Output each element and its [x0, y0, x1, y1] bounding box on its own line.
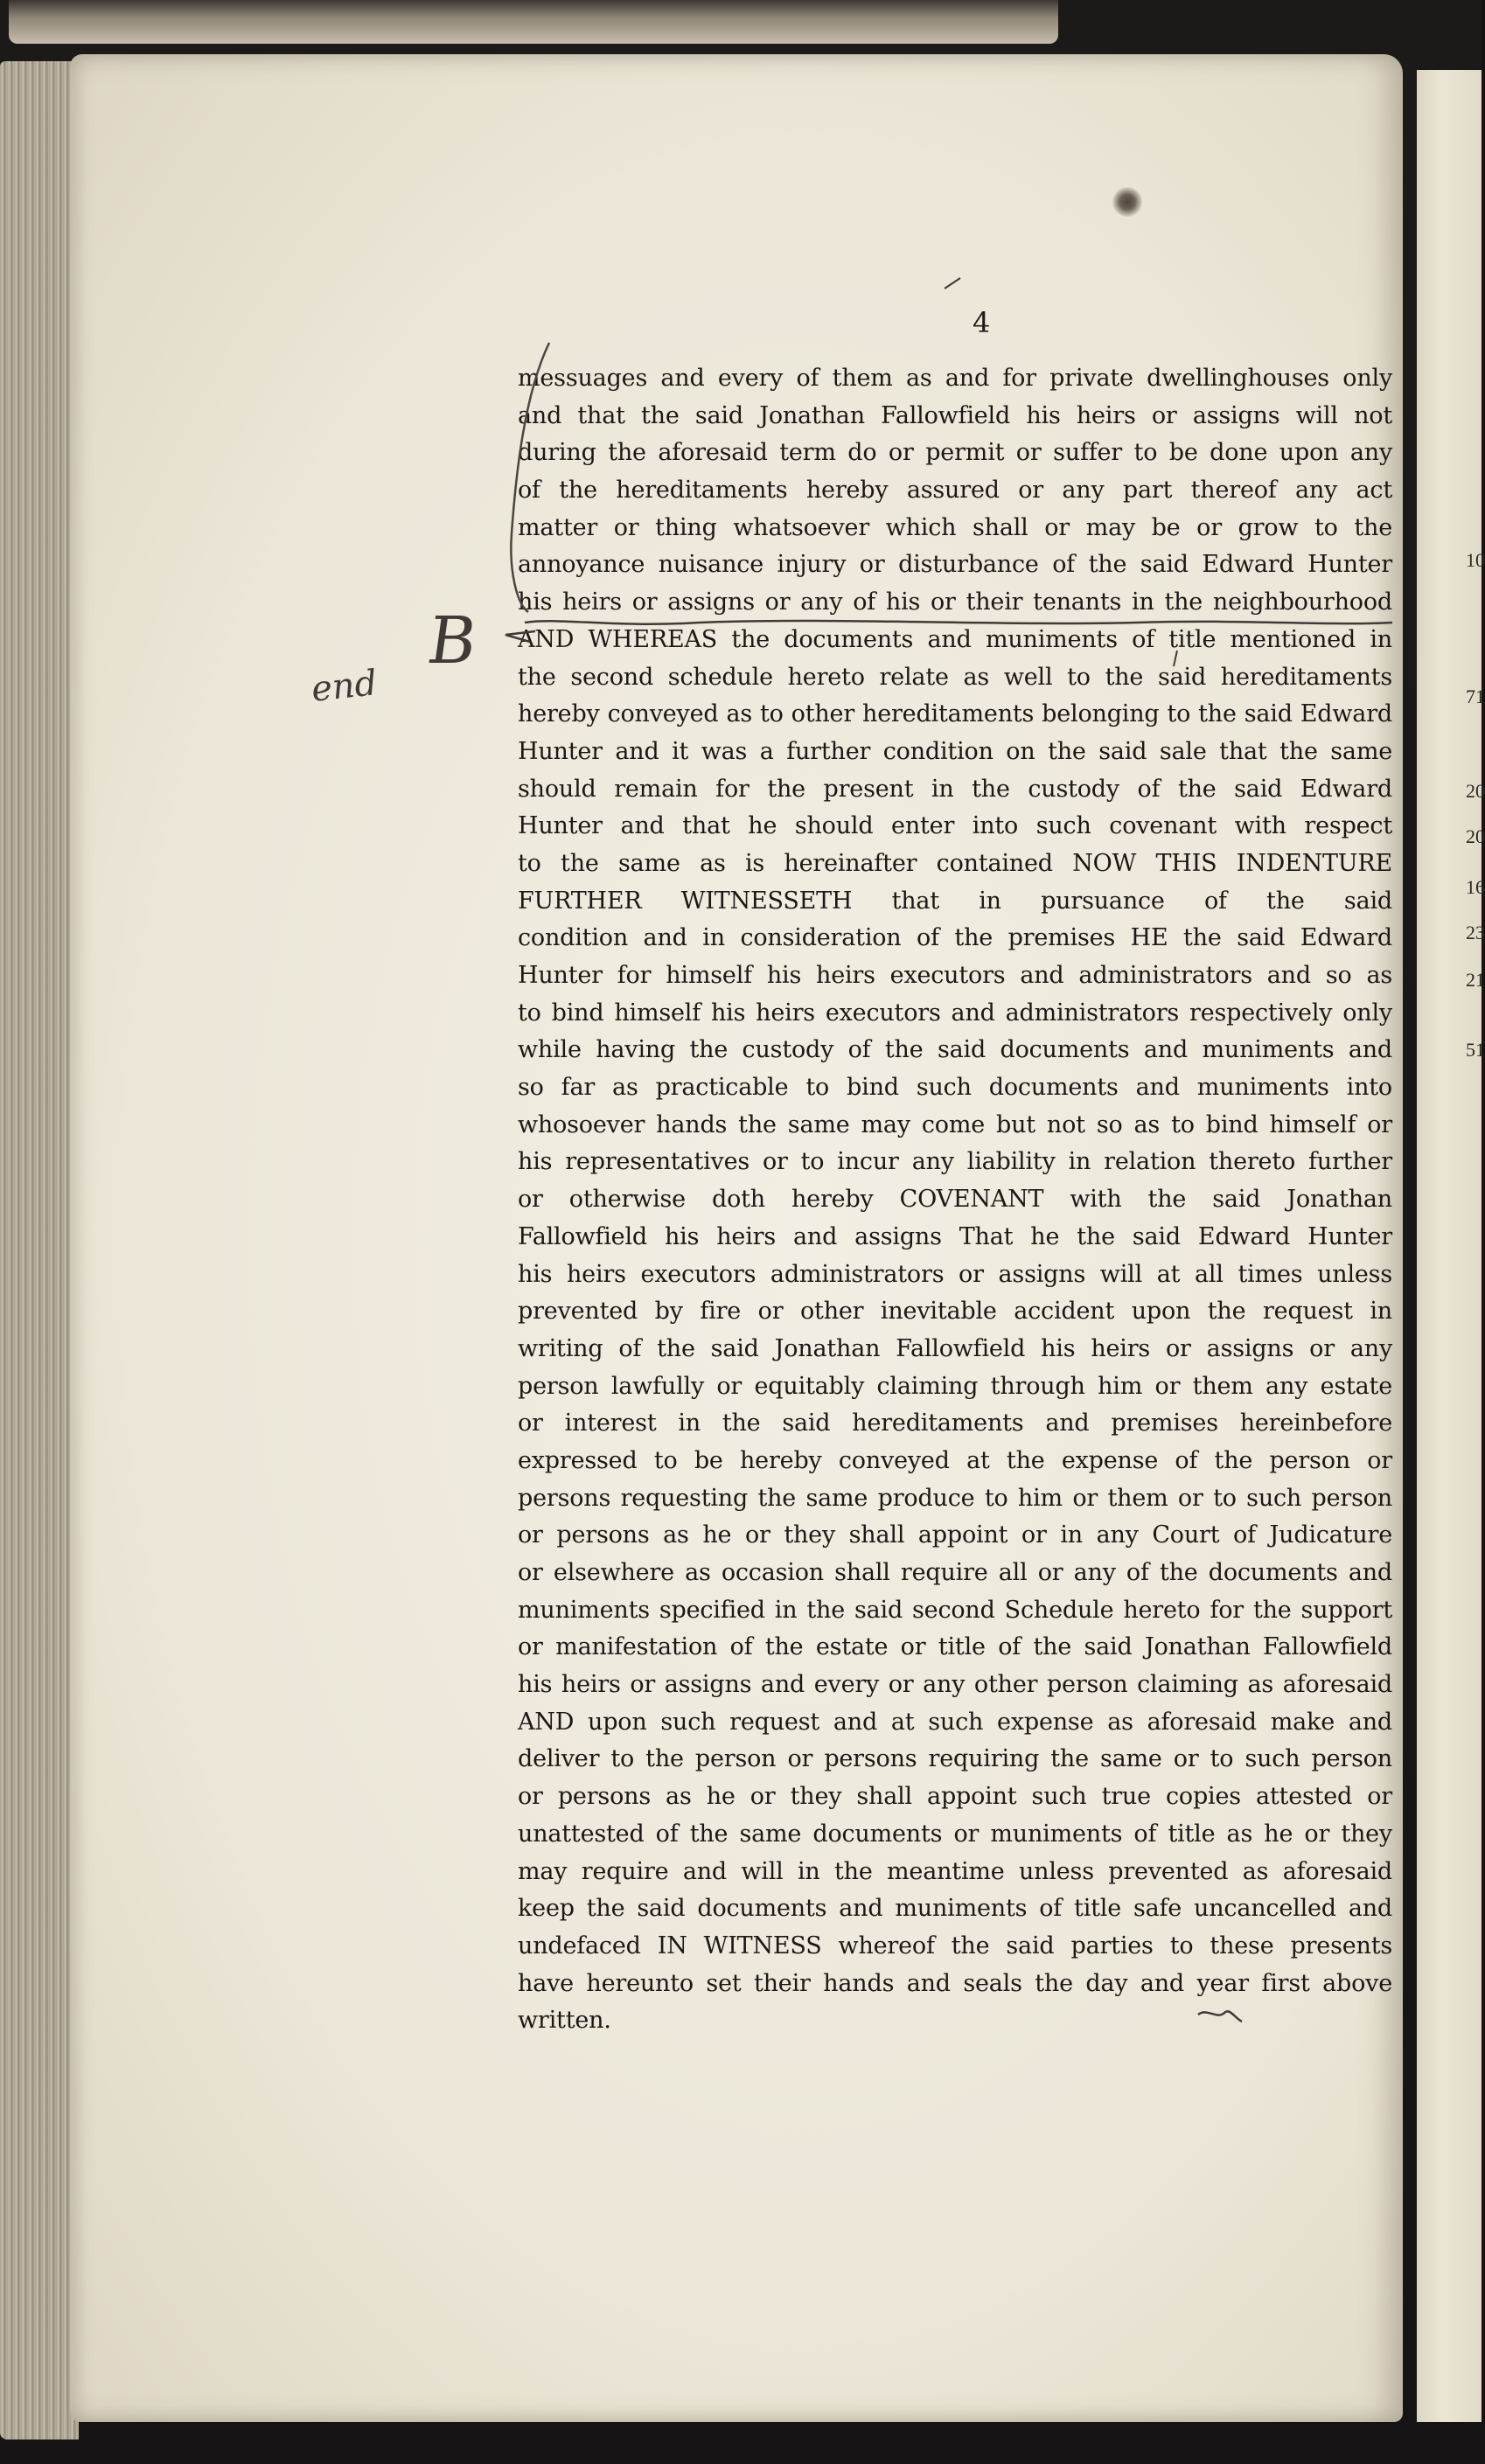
text-line: prevented by fire or other inevitable accident upon the request in [518, 1298, 1392, 1326]
text-line: or interest in the said hereditaments and premises hereinbefore [518, 1409, 1392, 1437]
facing-margin-number: 10 [1466, 549, 1485, 571]
text-line: the second schedule hereto relate as well to the said hereditaments [518, 663, 1392, 691]
text-line: hereby conveyed as to other hereditaments belonging to the said Edward [518, 700, 1392, 728]
text-line: his heirs executors administrators or assigns will at all times unless [518, 1260, 1392, 1288]
text-line: keep the said documents and muniments of title safe uncancelled and [518, 1895, 1392, 1923]
margin-annotation-letter: B [422, 603, 482, 679]
text-line: so far as practicable to bind such documents and muniments into [518, 1074, 1392, 1102]
text-line: have hereunto set their hands and seals the day and year first above [518, 1969, 1392, 1997]
text-line: Hunter for himself his heirs executors and administrators and so as [518, 962, 1392, 989]
text-line: whosoever hands the same may come but not so as to bind himself or [518, 1110, 1392, 1138]
facing-margin-number: 21 [1466, 969, 1485, 991]
text-line: AND upon such request and at such expense as aforesaid make and [518, 1708, 1392, 1736]
facing-margin-number: 23 [1466, 922, 1485, 943]
text-line: or persons as he or they shall appoint such true copies attested or [518, 1783, 1392, 1811]
text-line: writing of the said Jonathan Fallowfield his heirs or assigns or any [518, 1334, 1392, 1362]
text-line: or persons as he or they shall appoint or in any Court of Judicature [518, 1521, 1392, 1549]
facing-margin-number: 20 [1466, 780, 1485, 802]
text-line: Hunter and that he should enter into such covenant with respect [518, 812, 1392, 840]
book-page-stack [0, 61, 79, 2440]
text-line: annoyance nuisance injury or disturbance of the said Edward Hunter [518, 551, 1392, 579]
page-number: 4 [973, 306, 991, 339]
text-line: of the hereditaments hereby assured or any part thereof any act [518, 477, 1392, 505]
facing-margin-number: 20 [1466, 825, 1485, 847]
text-line: deliver to the person or persons requiring the same or to such person [518, 1745, 1392, 1773]
text-line: undefaced IN WITNESS whereof the said parties to these presents [518, 1932, 1392, 1959]
facing-margin-number: 71 [1466, 686, 1485, 707]
text-line: to the same as is hereinafter contained NOW THIS INDENTURE [518, 849, 1392, 877]
facing-page-edge [1417, 70, 1482, 2422]
indenture-body-text [518, 360, 1392, 2040]
text-line: muniments specified in the said second Schedule hereto for the support [518, 1596, 1392, 1624]
text-line: and that the said Jonathan Fallowfield his heirs or assigns will not [518, 401, 1392, 429]
text-line: his heirs or assigns and every or any other person claiming as aforesaid [518, 1671, 1392, 1699]
text-line: Hunter and it was a further condition on the said sale that the same [518, 737, 1392, 765]
facing-margin-number: 51 [1466, 1039, 1485, 1061]
text-line: should remain for the present in the custody of the said Edward [518, 775, 1392, 803]
text-line: may require and will in the meantime unless prevented as aforesaid [518, 1857, 1392, 1885]
text-line: expressed to be hereby conveyed at the expense of the person or [518, 1446, 1392, 1474]
ink-stain [1112, 187, 1142, 217]
text-line: or otherwise doth hereby COVENANT with the said Jonathan [518, 1186, 1392, 1214]
text-line: his heirs or assigns or any of his or their tenants in the neighbourhood [518, 588, 1392, 616]
book-top-edge [9, 0, 1058, 44]
text-line: AND WHEREAS the documents and muniments of title mentioned in [518, 625, 1392, 653]
margin-annotation-word: end [309, 663, 380, 710]
text-line: while having the custody of the said documents and muniments and [518, 1036, 1392, 1064]
text-line: condition and in consideration of the premises HE the said Edward [518, 924, 1392, 952]
text-line: matter or thing whatsoever which shall or may be or grow to the [518, 513, 1392, 541]
text-line: FURTHER WITNESSETH that in pursuance of the said [518, 887, 1392, 915]
text-line: persons requesting the same produce to him or them or to such person [518, 1484, 1392, 1512]
facing-margin-number: 16 [1466, 876, 1485, 898]
text-line: or manifestation of the estate or title of the said Jonathan Fallowfield [518, 1633, 1392, 1661]
text-line: his representatives or to incur any liability in relation thereto further [518, 1148, 1392, 1176]
text-line: to bind himself his heirs executors and administrators respectively only [518, 999, 1392, 1027]
text-line: written. [518, 2007, 611, 2035]
text-line: person lawfully or equitably claiming through him or them any estate [518, 1372, 1392, 1400]
text-line: Fallowfield his heirs and assigns That he the said Edward Hunter [518, 1222, 1392, 1250]
text-line: unattested of the same documents or muniments of title as he or they [518, 1820, 1392, 1848]
text-line: during the aforesaid term do or permit or suffer to be done upon any [518, 439, 1392, 467]
text-line: or elsewhere as occasion shall require all or any of the documents and [518, 1559, 1392, 1586]
text-line: messuages and every of them as and for private dwellinghouses only [518, 365, 1392, 392]
